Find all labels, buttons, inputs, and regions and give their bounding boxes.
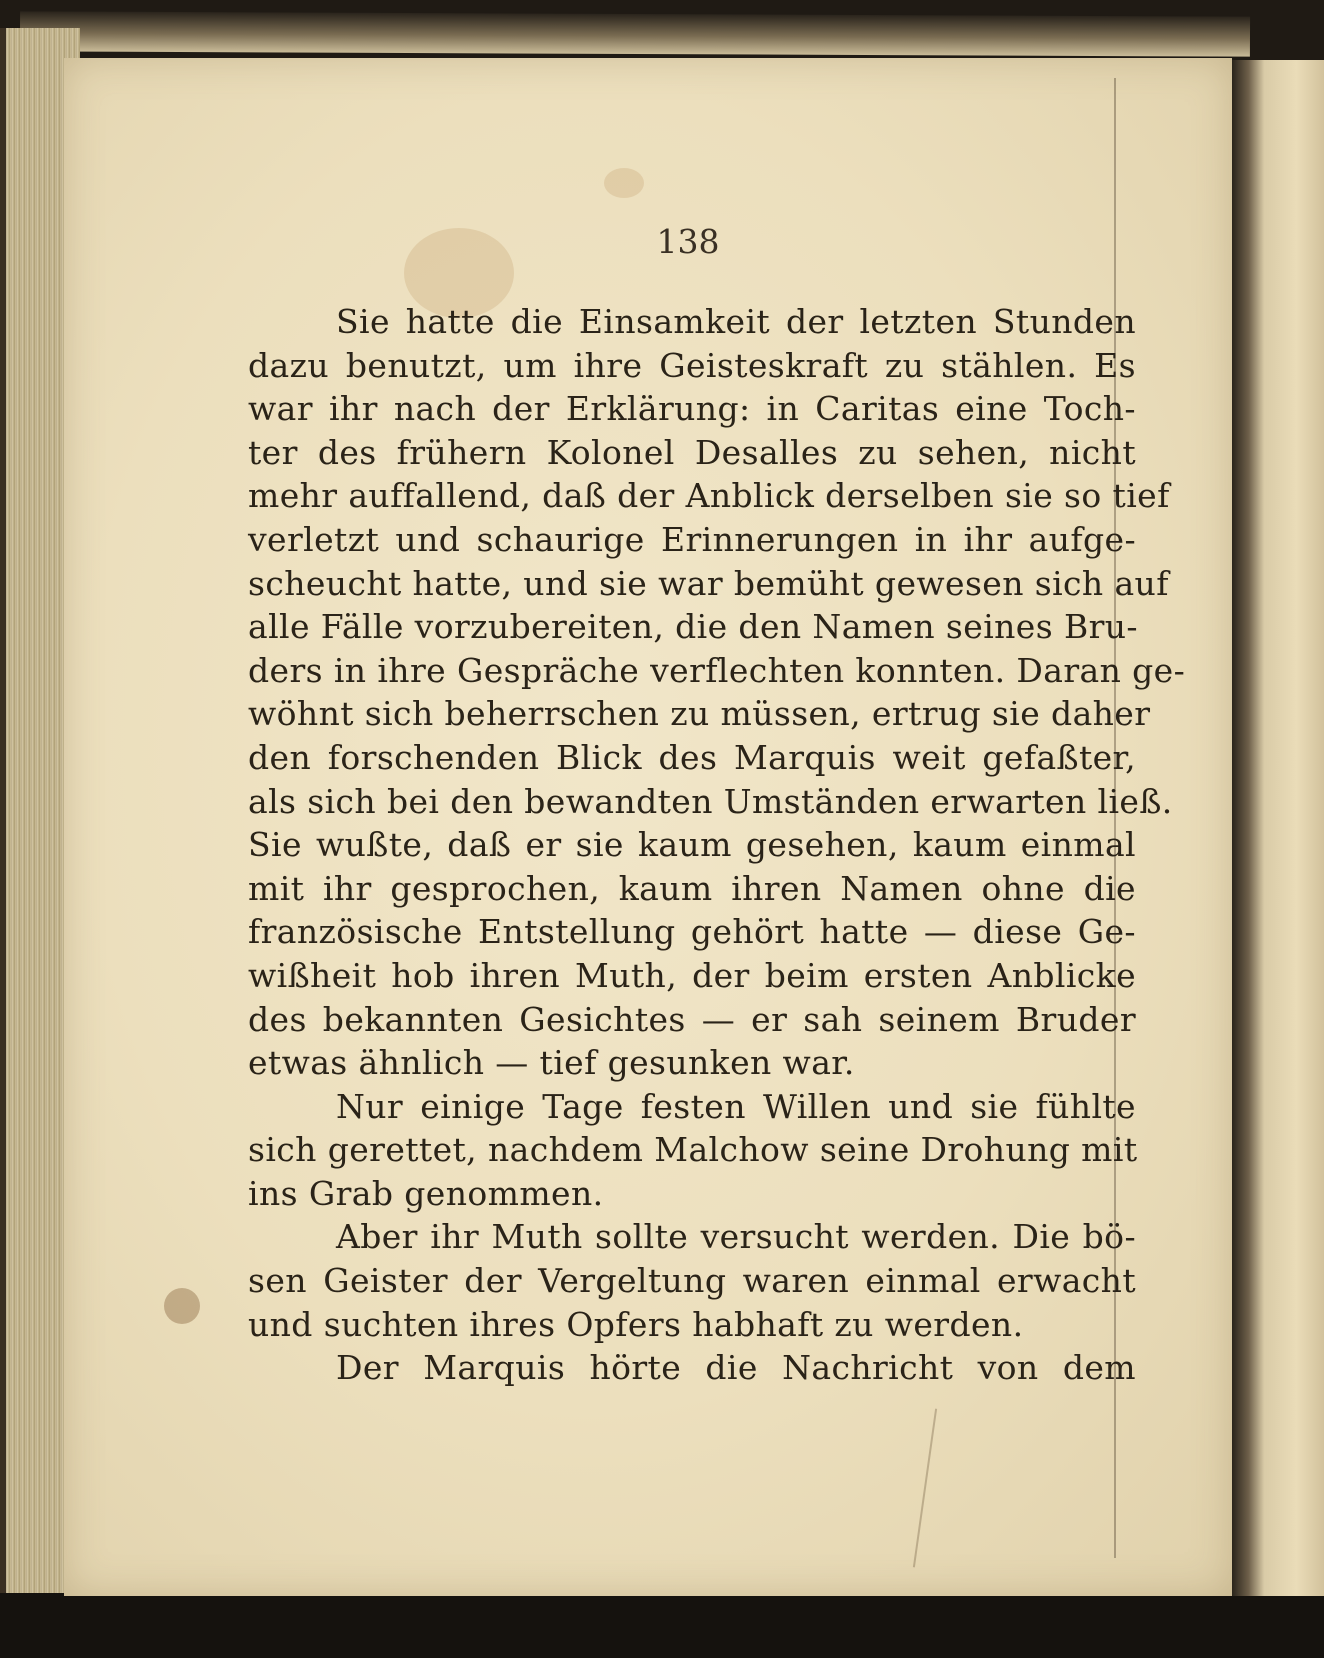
paper-crease	[913, 1409, 937, 1568]
text-line: Sie wußte, daß er sie kaum gesehen, kaum einmal	[248, 825, 1136, 865]
text-line: sen Geister der Vergeltung waren einmal erwacht	[248, 1261, 1136, 1301]
text-line: den forschenden Blick des Marquis weit gefaßter,	[248, 737, 1136, 777]
text-line: Nur einige Tage festen Willen und sie fühlte	[336, 1086, 1136, 1126]
text-line: verletzt und schaurige Erinnerungen in ihr aufge-	[248, 519, 1136, 559]
text-line: mehr auffallend, daß der Anblick derselben sie so tief	[248, 476, 1170, 516]
text-line: mit ihr gesprochen, kaum ihren Namen ohne die	[248, 868, 1136, 908]
paper-stain	[164, 1288, 200, 1324]
text-line: ders in ihre Gespräche verflechten konnten. Daran ge-	[248, 650, 1186, 690]
text-line: sich gerettet, nachdem Malchow seine Drohung mit	[248, 1130, 1138, 1170]
facing-page-edge	[1232, 60, 1324, 1596]
text-line: wißheit hob ihren Muth, der beim ersten Anblicke	[248, 955, 1136, 995]
text-line: Der Marquis hörte die Nachricht von dem	[336, 1348, 1136, 1388]
text-line: ter des frühern Kolonel Desalles zu sehen, nicht	[248, 432, 1136, 472]
text-line: Aber ihr Muth sollte versucht werden. Die bö-	[336, 1217, 1136, 1257]
page-number: 138	[656, 222, 720, 261]
text-line: Sie hatte die Einsamkeit der letzten Stunden	[336, 302, 1136, 341]
text-line: alle Fälle vorzubereiten, die den Namen seines Bru-	[248, 607, 1138, 647]
text-line: des bekannten Gesichtes — er sah seinem Bruder	[248, 999, 1136, 1039]
book-top-edge	[20, 11, 1250, 56]
text-line: dazu benutzt, um ihre Geisteskraft zu stählen. Es	[248, 345, 1136, 385]
text-line: etwas ähnlich — tief gesunken war.	[248, 1043, 855, 1083]
text-line: wöhnt sich beherrschen zu müssen, ertrug sie daher	[248, 694, 1151, 734]
text-line: ins Grab genommen.	[248, 1173, 604, 1213]
text-line: und suchten ihres Opfers habhaft zu werden.	[248, 1304, 1024, 1344]
text-line: als sich bei den bewandten Umständen erwarten ließ.	[248, 781, 1173, 821]
text-line: scheucht hatte, und sie war bemüht gewesen sich auf	[248, 563, 1169, 603]
text-line: französische Entstellung gehört hatte — diese Ge-	[248, 912, 1136, 952]
paper-stain	[604, 168, 644, 198]
text-line: war ihr nach der Erklärung: in Caritas eine Toch-	[248, 389, 1136, 429]
body-text	[248, 300, 1186, 1390]
